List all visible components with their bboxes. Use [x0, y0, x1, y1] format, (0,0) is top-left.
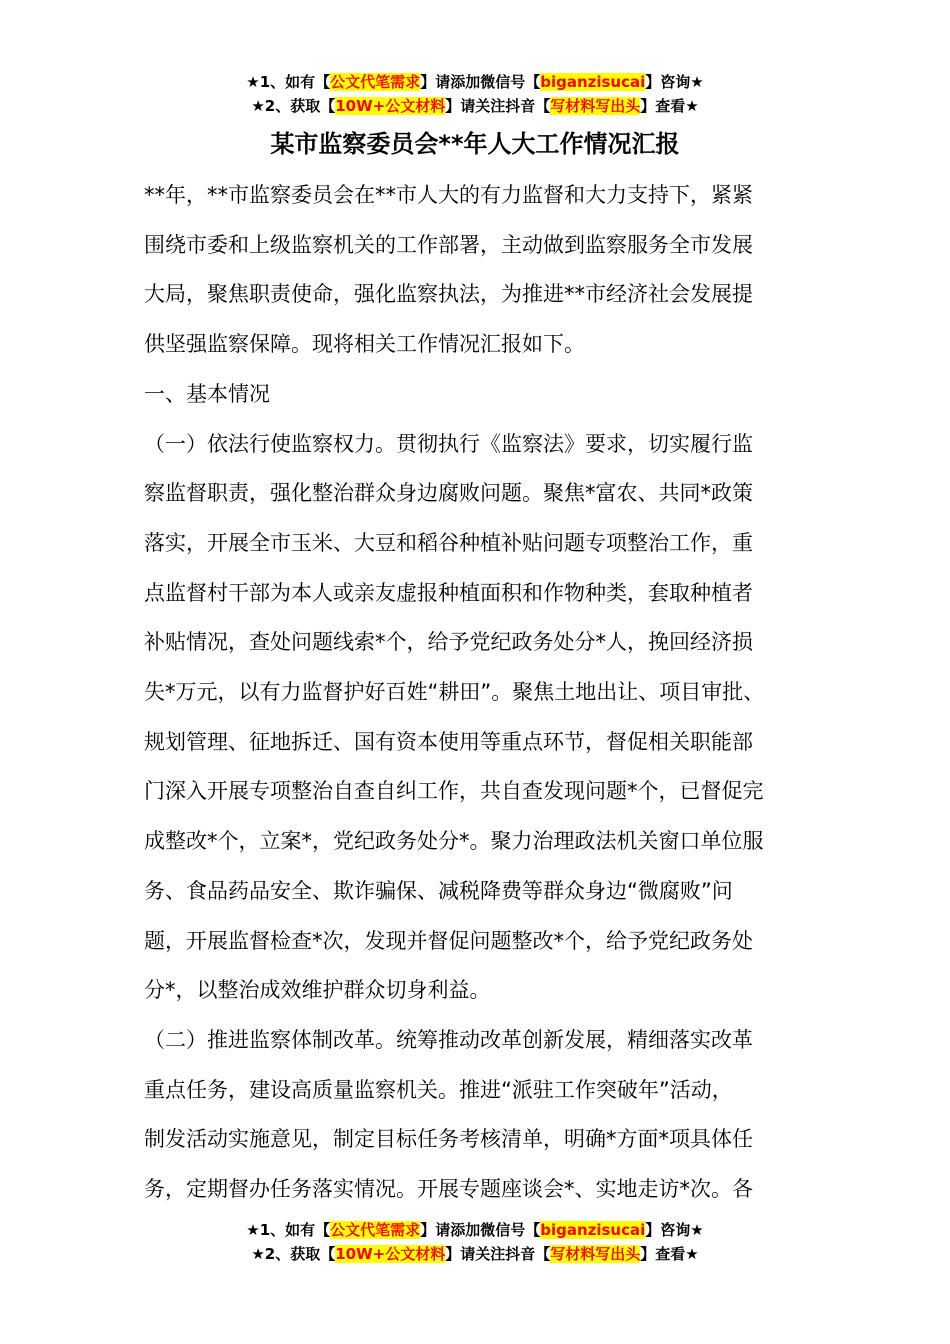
- banner-text: 】请添加微信号【: [420, 73, 541, 91]
- footer-banner: [0, 1218, 950, 1266]
- document-body: [144, 171, 816, 1215]
- body-line: 务，定期督办任务落实情况。开展专题座谈会*、实地走访*次。各: [144, 1177, 753, 1202]
- body-line: 点监督村干部为本人或亲友虚报种植面积和作物种类，套取种植者: [144, 580, 753, 605]
- banner-text: 】咨询★: [645, 1221, 704, 1239]
- banner-text: 】查看★: [640, 97, 699, 115]
- banner-highlight: 10W+公文材料: [335, 1245, 446, 1263]
- banner-text: 】咨询★: [645, 73, 704, 91]
- banner-line-2: [0, 1242, 950, 1266]
- banner-text: 】查看★: [640, 1245, 699, 1263]
- body-line: 落实，开展全市玉米、大豆和稻谷种植补贴问题专项整治工作，重: [144, 530, 753, 555]
- banner-text: ★1、如有【: [246, 1221, 331, 1239]
- banner-text: ★2、获取【: [251, 1245, 336, 1263]
- body-line: 分*，以整治成效维护群众切身利益。: [144, 978, 491, 1003]
- body-line: 重点任务，建设高质量监察机关。推进“派驻工作突破年”活动，: [144, 1077, 733, 1102]
- banner-line-1: [0, 1218, 950, 1242]
- body-line: 失*万元，以有力监督护好百姓“耕田”。聚焦土地出让、项目审批、: [144, 680, 765, 705]
- banner-highlight: 写材料写出头: [550, 1245, 641, 1263]
- banner-highlight: 写材料写出头: [550, 97, 641, 115]
- banner-text: 】请添加微信号【: [420, 1221, 541, 1239]
- banner-highlight: biganzisucai: [540, 1221, 646, 1239]
- banner-line-2: [0, 94, 950, 118]
- banner-text: 】请关注抖音【: [445, 97, 551, 115]
- banner-highlight: 10W+公文材料: [335, 97, 446, 115]
- body-line: （二）推进监察体制改革。统筹推动改革创新发展，精细落实改革: [144, 1027, 753, 1052]
- banner-highlight: biganzisucai: [540, 73, 646, 91]
- banner-text: 】请关注抖音【: [445, 1245, 551, 1263]
- body-line: 制发活动实施意见，制定目标任务考核清单，明确*方面*项具体任: [144, 1127, 753, 1152]
- document-title: 某市监察委员会**年人大工作情况汇报: [270, 130, 680, 158]
- body-line: 规划管理、征地拆迁、国有资本使用等重点环节，督促相关职能部: [144, 729, 753, 754]
- body-line: **年，**市监察委员会在**市人大的有力监督和大力支持下，紧紧: [144, 183, 753, 207]
- banner-text: ★1、如有【: [246, 73, 331, 91]
- body-line: 大局，聚焦职责使命，强化监察执法，为推进**市经济社会发展提: [144, 282, 753, 307]
- banner-highlight: 公文代笔需求: [330, 73, 421, 91]
- body-line: 务、食品药品安全、欺诈骗保、减税降费等群众身边“微腐败”问: [144, 878, 733, 903]
- body-line: 题，开展监督检查*次，发现并督促问题整改*个，给予党纪政务处: [144, 928, 753, 953]
- banner-highlight: 公文代笔需求: [330, 1221, 421, 1239]
- body-line: 供坚强监察保障。现将相关工作情况汇报如下。: [144, 332, 585, 357]
- banner-line-1: [0, 70, 950, 94]
- banner-text: ★2、获取【: [251, 97, 336, 115]
- body-line: 成整改*个，立案*，党纪政务处分*。聚力治理政法机关窗口单位服: [144, 829, 764, 854]
- body-line: 察监督职责，强化整治群众身边腐败问题。聚焦*富农、共同*政策: [144, 481, 753, 506]
- body-line: （一）依法行使监察权力。贯彻执行《监察法》要求，切实履行监: [144, 431, 753, 456]
- section-heading: 一、基本情况: [144, 381, 270, 406]
- body-line: 围绕市委和上级监察机关的工作部署，主动做到监察服务全市发展: [144, 232, 753, 257]
- body-line: 门深入开展专项整治自查自纠工作，共自查发现问题*个，已督促完: [144, 779, 764, 804]
- body-line: 补贴情况，查处问题线索*个，给予党纪政务处分*人，挽回经济损: [144, 630, 753, 655]
- header-banner: [0, 70, 950, 118]
